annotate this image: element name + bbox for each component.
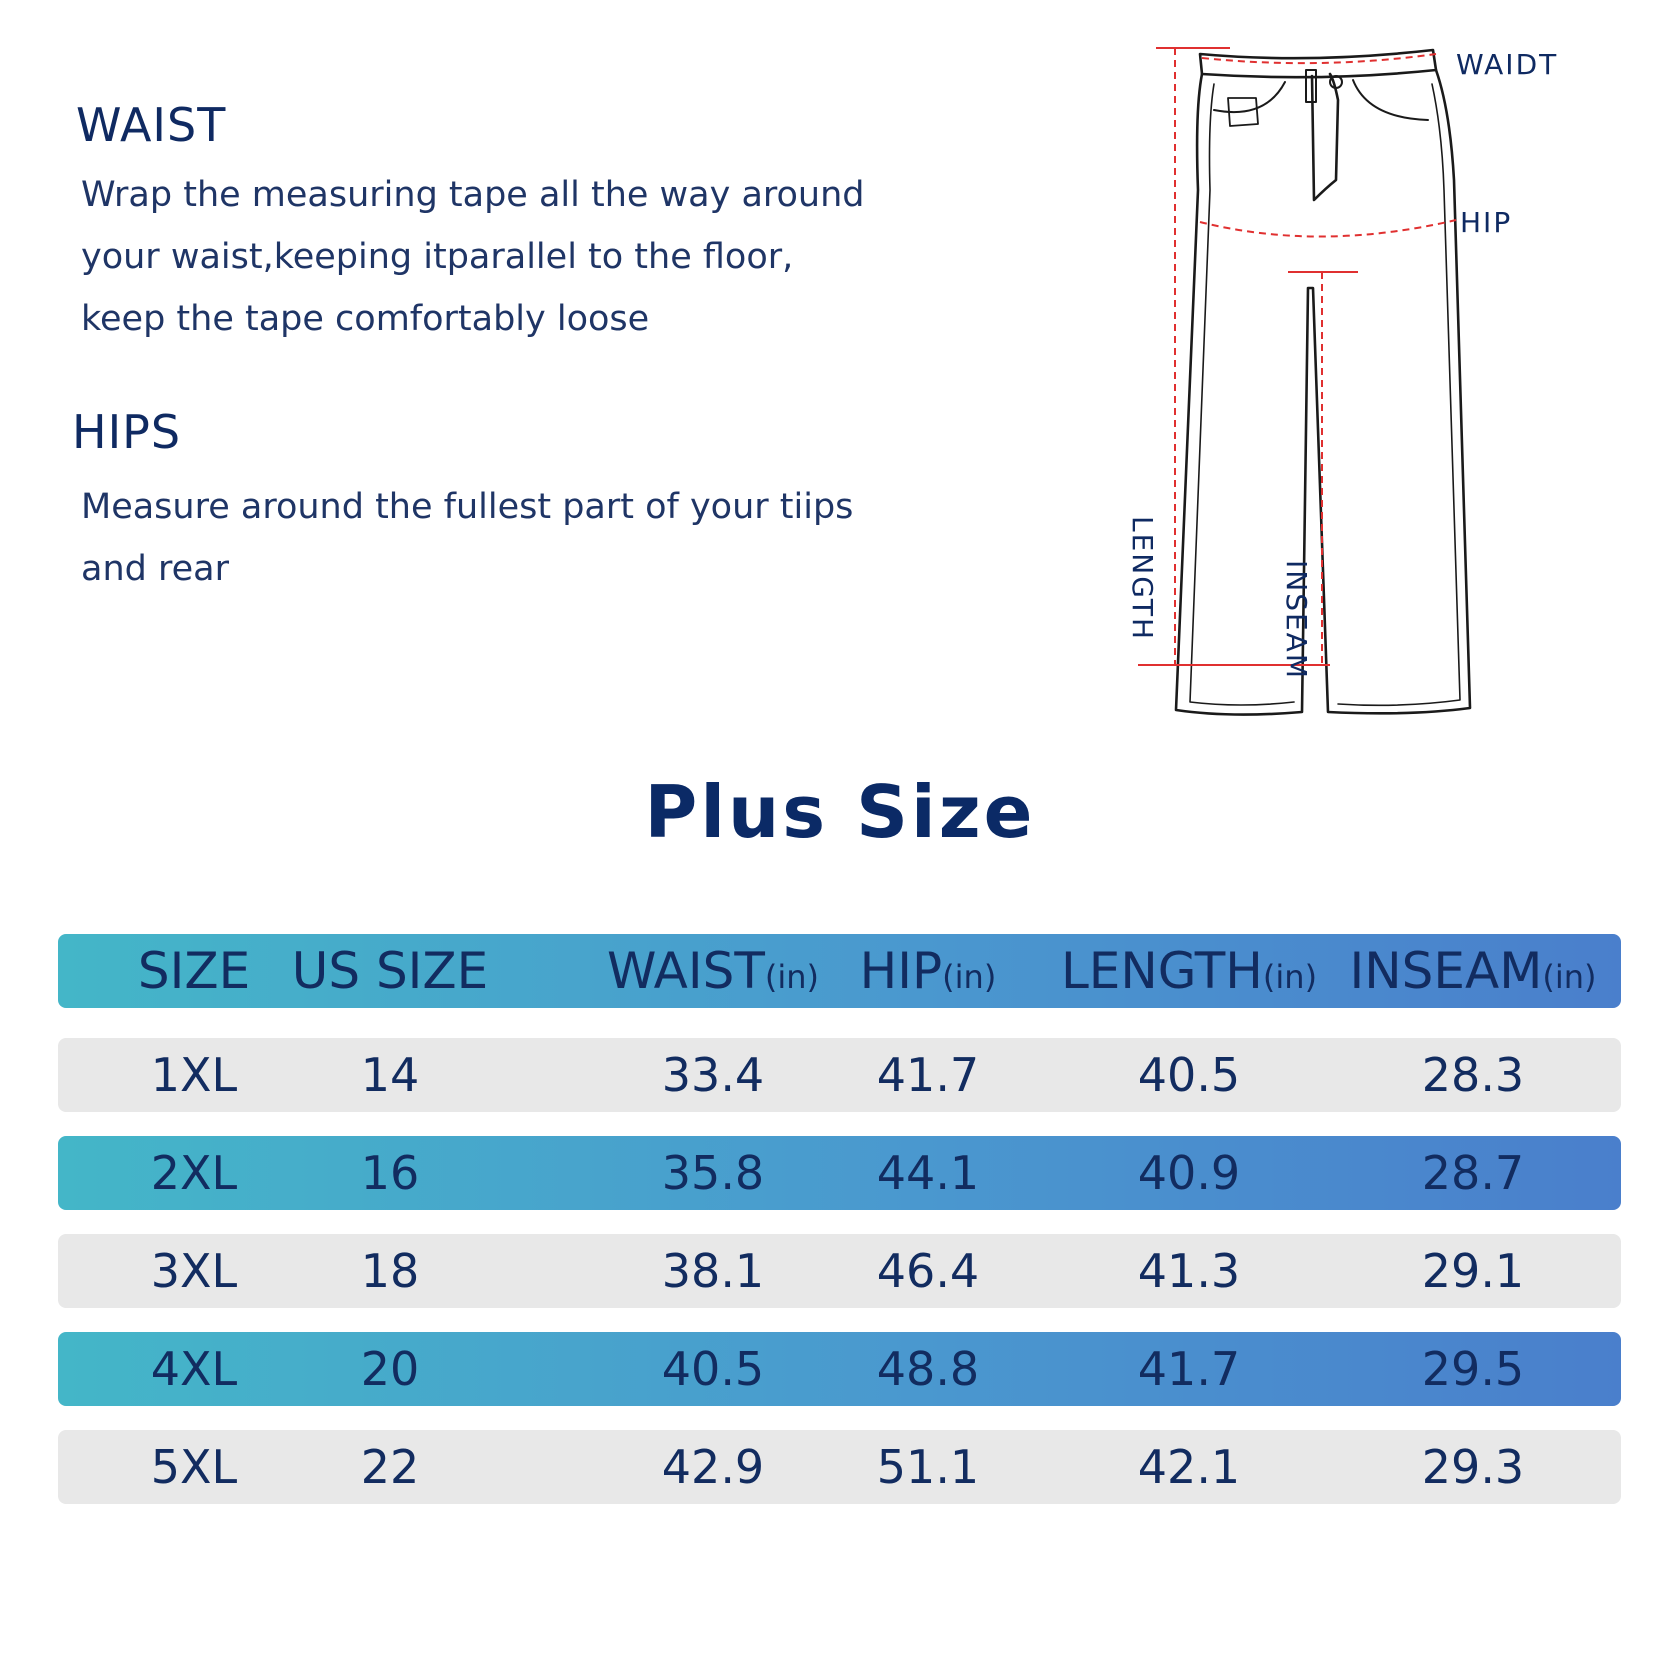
header-label: LENGTH (1060, 942, 1263, 1000)
cell-us-size: 18 (360, 1244, 420, 1298)
cell-waist: 35.8 (661, 1146, 765, 1200)
cell-inseam: 29.1 (1421, 1244, 1525, 1298)
cell-inseam: 28.3 (1421, 1048, 1525, 1102)
cell-size: 5XL (150, 1440, 238, 1494)
header-label: SIZE (137, 942, 251, 1000)
cell-size: 3XL (150, 1244, 238, 1298)
cell-inseam: 28.7 (1421, 1146, 1525, 1200)
inseam-diagram-label: INSEAM (1280, 560, 1313, 680)
hips-heading: HIPS (72, 405, 182, 459)
waist-heading: WAIST (76, 98, 227, 152)
cell-hip: 48.8 (876, 1342, 980, 1396)
header-label: INSEAM (1349, 942, 1543, 1000)
table-row (58, 1234, 1621, 1308)
cell-length: 40.5 (1137, 1048, 1241, 1102)
cell-length: 41.3 (1137, 1244, 1241, 1298)
table-row (58, 1430, 1621, 1504)
table-row (58, 1332, 1621, 1406)
header-label: HIP (859, 942, 943, 1000)
hips-instruction-line: and rear (81, 549, 229, 589)
header-unit: (in) (942, 958, 997, 996)
cell-hip: 46.4 (876, 1244, 980, 1298)
cell-waist: 40.5 (661, 1342, 765, 1396)
cell-us-size: 16 (360, 1146, 420, 1200)
waist-instruction-line: your waist,keeping itparallel to the floor, (81, 237, 794, 277)
cell-length: 40.9 (1137, 1146, 1241, 1200)
waist-diagram-label: WAIDT (1456, 48, 1559, 81)
header-unit: (in) (764, 958, 820, 996)
cell-waist: 38.1 (661, 1244, 765, 1298)
header-unit: (in) (1542, 958, 1597, 996)
waist-instruction-line: keep the tape comfortably loose (81, 299, 650, 339)
cell-size: 4XL (150, 1342, 238, 1396)
size-table-header (58, 934, 1621, 1008)
table-row (58, 1136, 1621, 1210)
cell-size: 1XL (150, 1048, 238, 1102)
header-label: US SIZE (291, 942, 489, 1000)
cell-waist: 33.4 (661, 1048, 765, 1102)
cell-inseam: 29.5 (1421, 1342, 1525, 1396)
cell-inseam: 29.3 (1421, 1440, 1525, 1494)
waist-instruction-line: Wrap the measuring tape all the way around (81, 175, 865, 215)
cell-length: 42.1 (1137, 1440, 1241, 1494)
cell-length: 41.7 (1137, 1342, 1241, 1396)
header-us-size (270, 934, 510, 1008)
cell-us-size: 14 (360, 1048, 420, 1102)
cell-hip: 41.7 (876, 1048, 980, 1102)
hips-instructions (81, 476, 881, 600)
cell-us-size: 22 (360, 1440, 420, 1494)
cell-us-size: 20 (360, 1342, 420, 1396)
table-row (58, 1038, 1621, 1112)
hips-instruction-line: Measure around the fullest part of your tiips (81, 487, 854, 527)
pants-measurement-diagram (1110, 40, 1590, 730)
cell-waist: 42.9 (661, 1440, 765, 1494)
cell-size: 2XL (150, 1146, 238, 1200)
length-diagram-label: LENGTH (1126, 516, 1159, 642)
cell-hip: 51.1 (876, 1440, 980, 1494)
cell-hip: 44.1 (876, 1146, 980, 1200)
size-chart-title: Plus Size (644, 770, 1036, 854)
waist-instructions (81, 164, 881, 350)
header-unit: (in) (1262, 958, 1318, 996)
hip-diagram-label: HIP (1460, 206, 1513, 239)
header-inseam (1278, 934, 1668, 1008)
header-label: WAIST (606, 942, 765, 1000)
